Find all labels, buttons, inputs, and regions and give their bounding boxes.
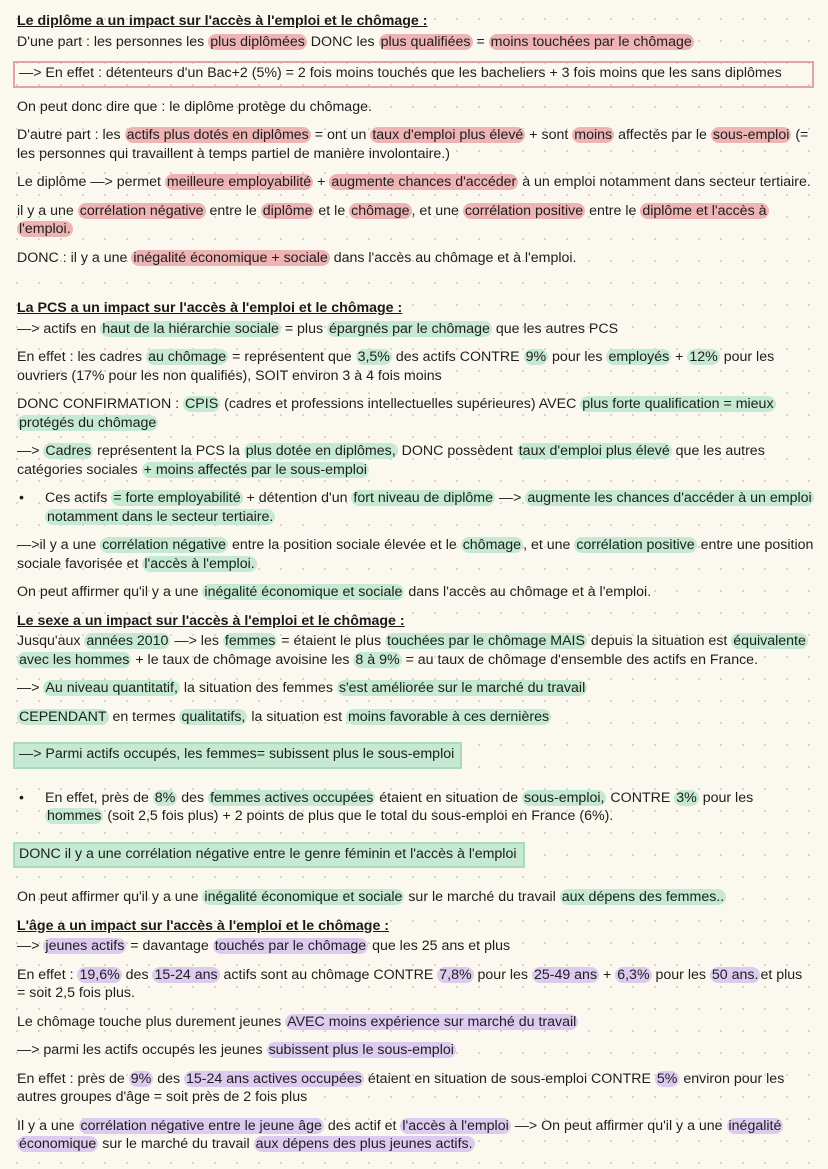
highlighted-text: taux d'emploi plus élevé	[372, 127, 524, 143]
pcs-cadres	[17, 442, 814, 479]
section-diplome-title: Le diplôme a un impact sur l'accès à l'emploi et le chômage :	[17, 13, 428, 29]
text-segment: —>	[17, 680, 44, 696]
pcs-correlation	[17, 536, 814, 573]
text-segment: dans l'accès au chômage et à l'emploi.	[404, 584, 652, 600]
text-segment: —> les	[170, 633, 223, 649]
text-segment: environ pour les autres groupes d'âge = soit près de 2 fois plus	[17, 1070, 785, 1105]
text-segment: pour les	[698, 789, 754, 806]
highlighted-text: 8%	[154, 789, 176, 806]
text-segment: Le chômage touche plus durement jeunes	[17, 1013, 286, 1030]
highlighted-text: inégalité économique et sociale	[204, 584, 403, 600]
highlighted-text: 19,6%	[79, 966, 120, 983]
text-segment: —> parmi les actifs occupés les jeunes	[17, 1042, 267, 1058]
highlighted-text: 5%	[656, 1070, 678, 1087]
highlighted-text: touchées par le chômage MAIS	[387, 633, 585, 649]
text-segment: = ont un	[310, 127, 371, 143]
text-segment: que les 25 ans et plus	[368, 938, 511, 954]
highlighted-text: qualitatifs,	[181, 708, 246, 725]
text-segment: et plus = soit 2,5 fois plus.	[17, 966, 803, 1001]
age-correlation-inequality	[17, 1117, 814, 1154]
highlighted-text: plus forte qualification = mieux protégés du chômage	[19, 396, 774, 431]
highlighted-text: corrélation négative	[79, 202, 204, 219]
text-segment: En effet :	[17, 966, 78, 983]
highlighted-text: 15-24 ans	[154, 966, 218, 983]
text-segment: En effet : près de	[17, 1070, 129, 1087]
highlighted-text: 8 à 9%	[355, 651, 400, 668]
diplome-correlation	[17, 202, 814, 239]
text-segment: —>	[495, 490, 526, 506]
highlighted-text: jeunes actifs	[45, 938, 125, 954]
highlighted-text: chômage	[462, 537, 522, 553]
highlighted-text: inégalité économique et sociale	[204, 889, 403, 905]
text-segment: la situation est	[247, 708, 346, 725]
text-segment: sur le marché du travail	[404, 889, 560, 905]
highlighted-text: employés	[608, 349, 670, 365]
text-segment: = représentent que	[228, 349, 356, 365]
pcs-statistics	[17, 348, 814, 385]
highlighted-text: corrélation négative entre le jeune âge	[80, 1117, 322, 1134]
highlighted-text: 25-49 ans	[533, 966, 598, 983]
sexe-history	[17, 632, 814, 669]
text-segment: (= les personnes qui travaillent à temps partiel de manière involontaire.)	[17, 127, 809, 162]
highlighted-text: 7,8%	[439, 966, 472, 983]
text-segment: entre le	[205, 202, 261, 219]
highlighted-text: années 2010	[86, 633, 169, 649]
highlighted-text: corrélation positive	[576, 537, 695, 553]
text-segment: pour les	[651, 966, 710, 983]
highlighted-text: femmes actives occupées	[210, 789, 374, 806]
text-segment: étaient en situation de	[375, 789, 523, 806]
text-segment: On peut affirmer qu'il y a une	[17, 889, 203, 905]
text-segment: —> actifs en	[17, 320, 101, 337]
highlighted-text: 9%	[525, 349, 547, 365]
text-segment: , et une	[411, 202, 463, 219]
text-segment: affectés par le	[614, 127, 711, 143]
highlighted-text: AVEC moins expérience sur marché du travail	[287, 1013, 577, 1030]
section-pcs-title: La PCS a un impact sur l'accès à l'emploi et le chômage :	[17, 300, 403, 316]
highlighted-text: hommes	[47, 808, 102, 824]
highlighted-text: taux d'emploi plus élevé	[518, 443, 670, 459]
highlighted-text: CPIS	[185, 396, 219, 412]
text-segment: (soit 2,5 fois plus) + 2 points de plus que le total du sous-emploi en France (6%).	[103, 808, 614, 824]
text-segment: entre une position sociale favorisée et	[17, 537, 814, 572]
highlighted-text: 50 ans.	[711, 966, 759, 983]
highlighted-text: subissent plus le sous-emploi	[268, 1042, 454, 1058]
diplome-employability	[17, 173, 814, 192]
text-segment: +	[599, 966, 616, 983]
text-segment: , et une	[523, 537, 575, 553]
diplome-conclusion: On peut donc dire que : le diplôme protège du chômage.	[17, 98, 372, 115]
text-segment: des	[121, 966, 153, 983]
age-underemployment	[17, 1041, 814, 1060]
pcs-hierarchy	[17, 320, 814, 339]
highlighted-text: touchés par le chômage	[214, 938, 367, 954]
text-segment: = au taux de chômage d'ensemble des actifs en France.	[401, 651, 759, 668]
text-segment: en termes	[108, 708, 180, 725]
text-segment: D'autre part : les	[17, 127, 125, 143]
sexe-correlation-box: DONC il y a une corrélation négative entre le genre féminin et l'accès à l'emploi	[13, 842, 525, 869]
sexe-quantitative	[17, 679, 814, 698]
text-segment: =	[472, 33, 489, 50]
diplome-part2	[17, 126, 814, 163]
pcs-confirmation	[17, 395, 814, 432]
text-segment: —>	[17, 938, 44, 954]
age-underemployment-stats	[17, 1070, 814, 1107]
highlighted-text: épargnés par le chômage	[329, 320, 490, 337]
text-segment: (cadres et professions intellectuelles supérieures) AVEC	[220, 396, 581, 412]
text-segment: des actif et	[323, 1117, 401, 1134]
highlighted-text: moins	[574, 127, 613, 143]
section-sexe-title: Le sexe a un impact sur l'accès à l'emploi et le chômage :	[17, 612, 405, 629]
highlighted-text: aux dépens des femmes..	[561, 889, 725, 905]
age-young-workers	[17, 937, 814, 956]
diplome-part1	[17, 33, 814, 52]
text-segment: —>	[17, 443, 44, 459]
text-segment: = plus	[280, 320, 328, 337]
highlighted-text: l'accès à l'emploi	[402, 1117, 509, 1134]
highlighted-text: = forte employabilité	[113, 490, 241, 506]
highlighted-text: plus qualifiées	[380, 33, 471, 50]
text-segment: entre le	[585, 202, 641, 219]
highlighted-text: actifs plus dotés en diplômes	[126, 127, 309, 143]
text-segment: En effet, près de	[45, 789, 153, 806]
highlighted-text: sous-emploi	[712, 127, 790, 143]
text-segment: —>il y a une	[17, 537, 101, 553]
text-segment: Il y a une	[17, 1117, 79, 1134]
text-segment: = davantage	[126, 938, 213, 954]
text-segment: = étaient le plus	[277, 633, 386, 649]
highlighted-text: 9%	[130, 1070, 152, 1087]
highlighted-text: chômage	[351, 202, 410, 219]
highlighted-text: 3,5%	[357, 349, 390, 365]
text-segment: DONC les	[306, 33, 379, 50]
text-segment: il y a une	[17, 202, 78, 219]
highlighted-text: s'est améliorée sur le marché du travail	[338, 680, 586, 696]
highlighted-text: Au niveau quantitatif,	[45, 680, 178, 696]
highlighted-text: moins favorable à ces dernières	[347, 708, 550, 725]
highlighted-text: 12%	[689, 349, 718, 365]
highlighted-text: haut de la hiérarchie sociale	[102, 320, 279, 337]
sexe-underemployment-box: —> Parmi actifs occupés, les femmes= subissent plus le sous-emploi	[13, 742, 462, 769]
highlighted-text: moins touchées par le chômage	[490, 33, 692, 50]
highlighted-text: aux dépens des plus jeunes actifs.	[255, 1136, 473, 1152]
text-segment: depuis la situation est	[586, 633, 732, 649]
highlighted-text: 6,3%	[617, 966, 650, 983]
text-segment: + le taux de chômage avoisine les	[131, 651, 354, 668]
highlighted-text: augmente chances d'accéder	[331, 174, 517, 190]
highlighted-text: 3%	[676, 789, 697, 806]
text-segment: DONC CONFIRMATION :	[17, 396, 184, 412]
text-segment: sur le marché du travail	[98, 1136, 254, 1152]
text-segment: que les autres PCS	[491, 320, 619, 337]
text-segment: étaient en situation de sous-emploi CONTRE	[363, 1070, 655, 1087]
text-segment: des	[177, 789, 209, 806]
diplome-box-statistic: —> En effet : détenteurs d'un Bac+2 (5%) = 2 fois moins touchés que les bacheliers + 3 fois moins que les sans diplômes	[13, 61, 814, 88]
text-segment: —> On peut affirmer qu'il y a une	[510, 1117, 727, 1134]
text-segment: DONC : il y a une	[17, 249, 132, 266]
highlighted-text: + moins affectés par le sous-emploi	[143, 461, 367, 478]
text-segment: D'une part : les personnes les	[17, 33, 209, 50]
text-segment: pour les	[548, 349, 607, 365]
highlighted-text: plus diplômées	[210, 33, 305, 50]
text-segment: représentent la PCS la	[93, 443, 244, 459]
text-segment: la situation des femmes	[179, 680, 337, 696]
highlighted-text: femmes	[224, 633, 276, 649]
highlighted-text: sous-emploi,	[524, 789, 605, 806]
text-segment: pour les ouvriers (17% pour les non qualifiés), SOIT environ 3 à 4 fois moins	[17, 349, 775, 384]
sexe-bullet-statistics	[17, 789, 814, 826]
text-segment: DONC possèdent	[397, 443, 517, 459]
text-segment: +	[671, 349, 688, 365]
highlighted-text: inégalité économique + sociale	[133, 249, 328, 266]
highlighted-text: CEPENDANT	[19, 708, 107, 725]
text-segment: que les autres catégories sociales	[17, 443, 765, 478]
text-segment: Le diplôme —> permet	[17, 174, 165, 190]
highlighted-text: plus dotée en diplômes,	[245, 443, 396, 459]
pcs-inequality	[17, 583, 814, 602]
text-segment: dans l'accès au chômage et à l'emploi.	[329, 249, 577, 266]
age-experience	[17, 1013, 814, 1032]
text-segment: entre la position sociale élevée et le	[228, 537, 461, 553]
section-age-title: L'âge a un impact sur l'accès à l'emploi et le chômage :	[17, 917, 390, 934]
text-segment: + détention d'un	[242, 490, 352, 506]
highlighted-text: l'accès à l'emploi.	[144, 555, 255, 572]
text-segment: Ces actifs	[45, 490, 112, 506]
text-segment: actifs sont au chômage CONTRE	[219, 966, 438, 983]
text-segment: pour les	[473, 966, 532, 983]
highlighted-text: fort niveau de diplôme	[353, 490, 494, 506]
highlighted-text: corrélation positive	[464, 202, 584, 219]
text-segment: +	[313, 174, 330, 190]
highlighted-text: augmente les chances d'accéder à un emploi notamment dans le secteur tertiaire.	[47, 490, 812, 525]
highlighted-text: au chômage	[148, 349, 227, 365]
text-segment: CONTRE	[606, 789, 675, 806]
text-segment: des actifs CONTRE	[391, 349, 524, 365]
text-segment: En effet : les cadres	[17, 349, 147, 365]
text-segment: à un emploi notamment dans secteur tertiaire.	[518, 174, 811, 190]
age-statistics	[17, 966, 814, 1003]
sexe-inequality	[17, 888, 814, 907]
highlighted-text: inégalité économique	[19, 1117, 782, 1152]
highlighted-text: 15-24 ans actives occupées	[186, 1070, 362, 1087]
text-segment: + sont	[525, 127, 573, 143]
highlighted-text: Cadres	[45, 443, 92, 459]
diplome-inequality	[17, 249, 814, 268]
highlighted-text: diplôme et l'accès à l'emploi.	[19, 202, 767, 237]
highlighted-text: diplôme	[262, 202, 313, 219]
highlighted-text: équivalente avec les hommes	[19, 633, 806, 668]
highlighted-text: meilleure employabilité	[166, 174, 312, 190]
text-segment: Jusqu'aux	[17, 633, 85, 649]
text-segment: et le	[314, 202, 350, 219]
highlighted-text: corrélation négative	[102, 537, 227, 553]
text-segment: des	[153, 1070, 185, 1087]
text-segment: On peut affirmer qu'il y a une	[17, 584, 203, 600]
pcs-bullet-employability	[17, 489, 814, 526]
sexe-qualitative	[17, 708, 814, 727]
